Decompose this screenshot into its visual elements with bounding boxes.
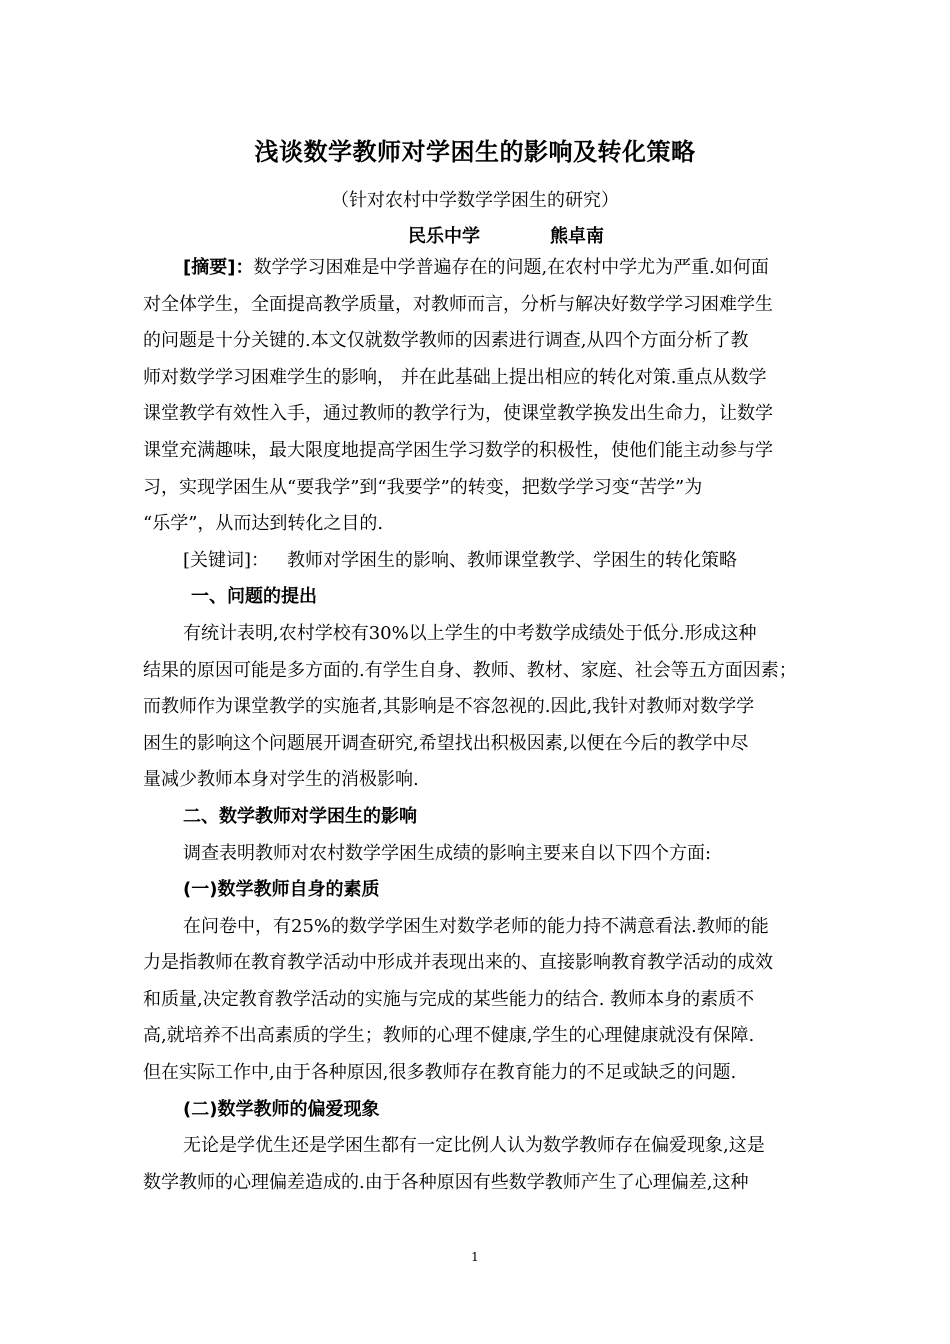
subsection-heading: (一)数学教师自身的素质 (183, 879, 380, 901)
abstract-line: “乐学”，从而达到转化之目的. (143, 513, 384, 535)
paragraph-line: 调查表明教师对农村数学学困生成绩的影响主要来自以下四个方面: (183, 842, 712, 864)
abstract-line: 课堂教学有效性入手，通过教师的教学行为，使课堂教学换发出生命力，让数学 (143, 403, 773, 425)
paragraph-line: 数学教师的心理偏差造成的.由于各种原因有些数学教师产生了心理偏差,这种 (143, 1171, 749, 1193)
paragraph-line: 在问卷中，有25%的数学学困生对数学老师的能力持不满意看法.教师的能 (183, 915, 769, 937)
paragraph-line: 而教师作为课堂教学的实施者,其影响是不容忽视的.因此,我针对教师对数学学 (143, 696, 755, 718)
keywords-label: [关键词]： (183, 549, 270, 571)
paragraph-line: 量减少教师本身对学生的消极影响. (143, 769, 419, 791)
section-heading: 二、数学教师对学困生的影响 (183, 805, 417, 827)
body-text (143, 250, 811, 1201)
school-name: 民乐中学 (408, 226, 480, 247)
abstract-line: 习，实现学困生从“要我学”到“我要学”的转变，把数学学习变“苦学”为 (143, 476, 703, 498)
paragraph-line: 困生的影响这个问题展开调查研究,希望找出积极因素,以便在今后的教学中尽 (143, 732, 749, 754)
page-number: 1 (471, 1250, 479, 1264)
paragraph-line: 高,就培养不出高素质的学生；教师的心理不健康,学生的心理健康就没有保障. (143, 1025, 755, 1047)
paragraph-line: 无论是学优生还是学困生都有一定比例人认为数学教师存在偏爱现象,这是 (183, 1135, 765, 1157)
keywords-line (143, 543, 811, 580)
paragraph-line: 力是指教师在教育教学活动中形成并表现出来的、直接影响教育教学活动的成效 (143, 952, 773, 974)
document-subtitle: （针对农村中学数学学困生的研究） (331, 190, 619, 211)
abstract-line: 的问题是十分关键的.本文仅就数学教师的因素进行调查,从四个方面分析了教 (143, 330, 749, 352)
abstract-line: 对全体学生，全面提高教学质量，对教师而言，分析与解决好数学学习困难学生 (143, 293, 773, 315)
subsection-heading: (二)数学教师的偏爱现象 (183, 1098, 380, 1120)
document-title: 浅谈数学教师对学困生的影响及转化策略 (254, 138, 696, 166)
abstract-label: [摘要]： (183, 257, 254, 278)
section-heading: 一、问题的提出 (191, 586, 317, 608)
abstract-line: 课堂充满趣味，最大限度地提高学困生学习数学的积极性，使他们能主动参与学 (143, 439, 773, 461)
paragraph-line: 但在实际工作中,由于各种原因,很多教师存在教育能力的不足或缺乏的问题. (143, 1062, 737, 1084)
abstract-text: 数学学习困难是中学普遍存在的问题,在农村中学尤为严重.如何面 (253, 257, 769, 278)
author-name: 熊卓南 (550, 226, 604, 247)
paragraph-line: 有统计表明,农村学校有30%以上学生的中考数学成绩处于低分.形成这种 (183, 622, 757, 644)
abstract-line (143, 250, 811, 287)
paragraph-line: 和质量,决定教育教学活动的实施与完成的某些能力的结合. 教师本身的素质不 (143, 988, 755, 1010)
abstract-line: 师对数学学习困难学生的影响， 并在此基础上提出相应的转化对策.重点从数学 (143, 366, 767, 388)
paragraph-line: 结果的原因可能是多方面的.有学生自身、教师、教材、家庭、社会等五方面因素； (143, 659, 797, 681)
keywords-text: 教师对学困生的影响、教师课堂教学、学困生的转化策略 (287, 549, 738, 571)
